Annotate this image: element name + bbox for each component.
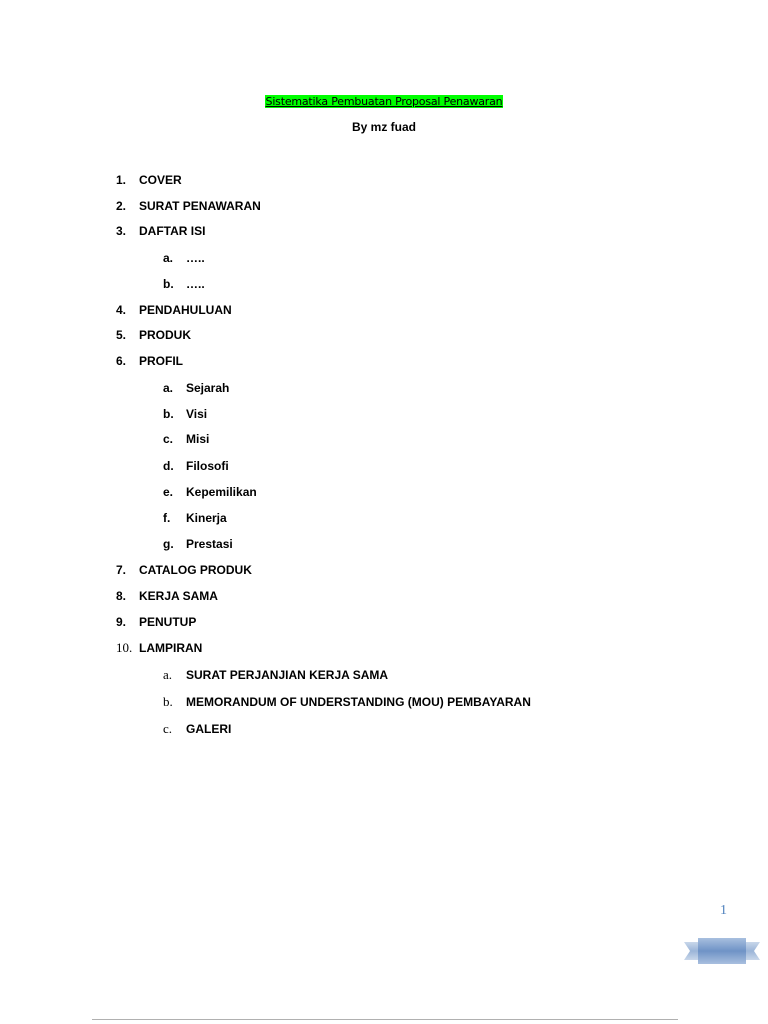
page-ribbon-icon [684,936,760,966]
list-item-label: LAMPIRAN [139,641,203,655]
sub-list-item-letter: e. [163,485,174,499]
sub-list-item-letter: c. [163,721,173,736]
list-item-label: PENDAHULUAN [139,303,232,317]
list-item-label: PROFIL [139,354,183,368]
sub-list-item-label: Sejarah [186,381,230,395]
list-item-number: 5. [116,328,127,342]
document-title-text: Sistematika Pembuatan Proposal Penawaran [265,95,503,108]
sub-list-item-label: Misi [186,432,210,446]
list-item-number: 3. [116,224,127,238]
sub-list-item-letter: b. [163,694,173,709]
sub-list-item-label: Visi [186,407,208,421]
sub-list-item-letter: a. [163,667,173,682]
sub-list-item-letter: a. [163,381,174,395]
document-title [0,93,768,110]
document-author: By mz fuad [351,120,416,134]
list-item-label: CATALOG PRODUK [139,563,252,577]
list-item-number: 10. [116,640,133,655]
page-number: 1 [720,903,727,918]
list-item-label: DAFTAR ISI [139,224,206,238]
list-item-number: 1. [116,173,127,187]
sub-list-item-label: SURAT PERJANJIAN KERJA SAMA [186,668,389,682]
list-item-number: 2. [116,199,127,213]
footer-divider [92,1019,678,1020]
sub-list-item-letter: d. [163,459,174,473]
list-item-label: COVER [139,173,182,187]
sub-list-item-label: Prestasi [186,537,233,551]
list-item-number: 8. [116,589,127,603]
sub-list-item-letter: a. [163,251,174,265]
list-item-label: PENUTUP [139,615,197,629]
list-item-number: 4. [116,303,127,317]
sub-list-item-label: Filosofi [186,459,229,473]
sub-list-item-letter: f. [163,511,171,525]
list-item-label: KERJA SAMA [139,589,218,603]
list-item-label: PRODUK [139,328,192,342]
list-item-number: 7. [116,563,127,577]
sub-list-item-letter: b. [163,277,174,291]
list-item-number: 9. [116,615,127,629]
sub-list-item-label: Kinerja [186,511,227,525]
sub-list-item-label: ….. [186,251,205,265]
sub-list-item-letter: g. [163,537,174,551]
sub-list-item-label: GALERI [186,722,232,736]
sub-list-item-label: Kepemilikan [186,485,257,499]
list-item-number: 6. [116,354,127,368]
sub-list-item-label: ….. [186,277,205,291]
list-item-label: SURAT PENAWARAN [139,199,261,213]
sub-list-item-letter: c. [163,432,174,446]
sub-list-item-label: MEMORANDUM OF UNDERSTANDING (MOU) PEMBAYARAN [186,695,531,709]
sub-list-item-letter: b. [163,407,174,421]
